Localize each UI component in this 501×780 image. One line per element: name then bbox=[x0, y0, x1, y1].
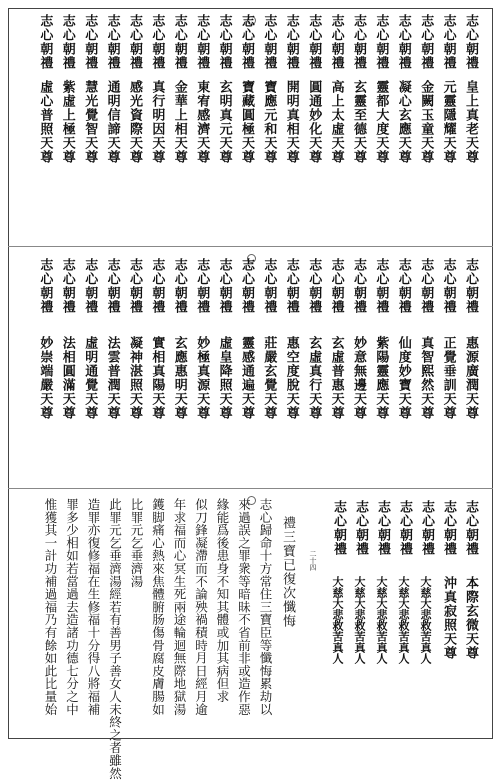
deity-title: 大慈大悲救苦真人 bbox=[353, 576, 366, 664]
deity-title: 法相圓滿天尊 bbox=[59, 336, 75, 420]
text-column: 比罪元乞垂濟湯 bbox=[129, 498, 144, 588]
deity-title: 莊嚴玄覺天尊 bbox=[261, 336, 277, 420]
deity-title: 妙極真源天尊 bbox=[194, 336, 210, 420]
deity-title: 凝心玄應天尊 bbox=[395, 80, 411, 164]
deity-title: 感光資際天尊 bbox=[127, 80, 142, 164]
deity-title: 高上太虛天尊 bbox=[328, 80, 344, 164]
text-column: 來過誤之罪衆等暗昧不省前非或造作惡 bbox=[236, 498, 252, 716]
deity-title: 玄明真元天尊 bbox=[216, 80, 232, 164]
deity-title: 紫虛上極天尊 bbox=[59, 80, 75, 164]
invocation-heading: 志心朝禮 bbox=[104, 14, 120, 70]
invocation-heading: 志心朝禮 bbox=[171, 258, 187, 314]
text-column: 罪多少相如若當過去造諸功德七分之中 bbox=[64, 498, 80, 716]
deity-title: 本際玄微天尊 bbox=[463, 576, 478, 660]
invocation-heading: 志心朝禮 bbox=[373, 14, 389, 70]
liturgy-heading: 禮三寶已復次懺悔 bbox=[280, 516, 295, 628]
text-column: 緣能爲後患身不知其體或加其病但求 bbox=[215, 498, 230, 703]
panel-bottom bbox=[8, 488, 493, 780]
deity-title: 凝神湛照天尊 bbox=[127, 336, 142, 420]
invocation-heading: 志心朝禮 bbox=[82, 258, 98, 314]
invocation-heading: 志心朝禮 bbox=[149, 258, 165, 314]
deity-title: 靈都大度天尊 bbox=[373, 80, 389, 164]
text-column: 鑊脚痛心熱來焦體腑肠傷骨腐皮膚腸如 bbox=[150, 498, 166, 716]
deity-title: 惠空度脫天尊 bbox=[283, 336, 299, 420]
deity-title: 紫陽靈應天尊 bbox=[373, 336, 389, 420]
invocation-heading: 志心朝禮 bbox=[419, 500, 434, 556]
invocation-heading: 志心朝禮 bbox=[59, 258, 75, 314]
invocation-heading: 志心朝禮 bbox=[306, 14, 322, 70]
invocation-heading: 志心朝禮 bbox=[328, 14, 344, 70]
deity-title: 金華上相天尊 bbox=[171, 80, 187, 164]
text-column: 志心歸命十方常住三寶臣等懺悔累劫以 bbox=[258, 498, 273, 716]
panel-middle bbox=[8, 246, 493, 488]
invocation-heading: 志心朝禮 bbox=[216, 14, 232, 70]
deity-title: 大慈大悲救苦真人 bbox=[375, 576, 388, 664]
invocation-heading: 志心朝禮 bbox=[351, 258, 366, 314]
invocation-heading: 志心朝禮 bbox=[395, 258, 411, 314]
deity-title: 玄應惠明天尊 bbox=[171, 336, 187, 420]
deity-title: 金闕玉童天尊 bbox=[418, 80, 434, 164]
deity-title: 大慈大悲救苦真人 bbox=[331, 576, 344, 664]
invocation-heading: 志心朝禮 bbox=[82, 14, 98, 70]
invocation-heading: 志心朝禮 bbox=[171, 14, 187, 70]
deity-title: 法雲普潤天尊 bbox=[104, 336, 120, 420]
invocation-heading: 志心朝禮 bbox=[395, 14, 411, 70]
deity-title: 真智熙然天尊 bbox=[418, 336, 434, 420]
deity-title: 玄虛普惠天尊 bbox=[328, 336, 344, 420]
deity-title: 虛明通覺天尊 bbox=[82, 336, 98, 420]
leaf-number: 二十四 bbox=[309, 550, 317, 571]
invocation-heading: 志心朝禮 bbox=[194, 14, 210, 70]
deity-title: 正覺垂訓天尊 bbox=[440, 336, 456, 420]
deity-title: 大慈大悲救苦真人 bbox=[419, 576, 432, 664]
invocation-heading: 志心朝禮 bbox=[441, 500, 456, 556]
invocation-heading: 志心朝禮 bbox=[239, 14, 254, 70]
invocation-heading: 志心朝禮 bbox=[397, 500, 412, 556]
deity-title: 大慈大悲救苦真人 bbox=[397, 576, 410, 664]
invocation-heading: 志心朝禮 bbox=[261, 258, 277, 314]
deity-title: 靈感通遍天尊 bbox=[239, 336, 254, 420]
text-column: 造罪亦復修福在生修福十分得八將福補 bbox=[86, 498, 101, 716]
invocation-heading: 志心朝禮 bbox=[418, 14, 434, 70]
invocation-heading: 志心朝禮 bbox=[216, 258, 232, 314]
deity-title: 圓通妙化天尊 bbox=[306, 80, 322, 164]
deity-title: 妙意無邊天尊 bbox=[351, 336, 366, 420]
deity-title: 元靈隱耀天尊 bbox=[440, 80, 456, 164]
text-column: 年求福而心冥生死兩途輪迴無際地獄湯 bbox=[172, 498, 187, 716]
invocation-heading: 志心朝禮 bbox=[283, 14, 299, 70]
invocation-heading: 志心朝禮 bbox=[127, 258, 142, 314]
deity-title: 開明真相天尊 bbox=[283, 80, 299, 164]
invocation-heading: 志心朝禮 bbox=[261, 14, 277, 70]
invocation-heading: 志心朝禮 bbox=[331, 500, 346, 556]
invocation-heading: 志心朝禮 bbox=[351, 14, 366, 70]
deity-title: 沖真寂照天尊 bbox=[441, 576, 456, 660]
deity-title: 仙度妙寶天尊 bbox=[395, 336, 411, 420]
deity-title: 玄虛真行天尊 bbox=[306, 336, 322, 420]
invocation-heading: 志心朝禮 bbox=[463, 258, 478, 314]
invocation-heading: 志心朝禮 bbox=[418, 258, 434, 314]
invocation-heading: 志心朝禮 bbox=[373, 258, 389, 314]
invocation-heading: 志心朝禮 bbox=[239, 258, 254, 314]
invocation-heading: 志心朝禮 bbox=[375, 500, 390, 556]
text-column: 惟獲其一計功補過福乃有餘如此比量始 bbox=[43, 498, 58, 716]
invocation-heading: 志心朝禮 bbox=[283, 258, 299, 314]
deity-title: 皇上真老天尊 bbox=[463, 80, 478, 164]
deity-title: 真行明因天尊 bbox=[149, 80, 165, 164]
invocation-heading: 志心朝禮 bbox=[37, 258, 53, 314]
deity-title: 通明信諦天尊 bbox=[104, 80, 120, 164]
invocation-heading: 志心朝禮 bbox=[306, 258, 322, 314]
invocation-heading: 志心朝禮 bbox=[104, 258, 120, 314]
invocation-heading: 志心朝禮 bbox=[59, 14, 75, 70]
deity-title: 妙崇端嚴天尊 bbox=[37, 336, 53, 420]
invocation-heading: 志心朝禮 bbox=[149, 14, 165, 70]
invocation-heading: 志心朝禮 bbox=[194, 258, 210, 314]
panel-top bbox=[8, 8, 493, 246]
deity-title: 東宥感濟天尊 bbox=[194, 80, 210, 164]
deity-title: 虛心普照天尊 bbox=[37, 80, 53, 164]
deity-title: 寶應元和天尊 bbox=[261, 80, 277, 164]
invocation-heading: 志心朝禮 bbox=[353, 500, 368, 556]
text-column: 此罪元乞垂濟湯經若有善男子善女人未終之者雖然 bbox=[107, 498, 123, 780]
deity-title: 慧光覺智天尊 bbox=[82, 80, 98, 164]
deity-title: 寶藏圓極天尊 bbox=[239, 80, 254, 164]
deity-title: 實相真陽天尊 bbox=[149, 336, 165, 420]
invocation-heading: 志心朝禮 bbox=[328, 258, 344, 314]
deity-title: 虛皇降照天尊 bbox=[216, 336, 232, 420]
deity-title: 惠源廣潤天尊 bbox=[463, 336, 478, 420]
invocation-heading: 志心朝禮 bbox=[127, 14, 142, 70]
invocation-heading: 志心朝禮 bbox=[440, 258, 456, 314]
invocation-heading: 志心朝禮 bbox=[463, 14, 478, 70]
invocation-heading: 志心朝禮 bbox=[463, 500, 478, 556]
deity-title: 玄靈至德天尊 bbox=[351, 80, 366, 164]
text-column: 似刀鋒凝滯而不論殃禍積時月日經月逾 bbox=[193, 498, 209, 716]
invocation-heading: 志心朝禮 bbox=[37, 14, 53, 70]
invocation-heading: 志心朝禮 bbox=[440, 14, 456, 70]
